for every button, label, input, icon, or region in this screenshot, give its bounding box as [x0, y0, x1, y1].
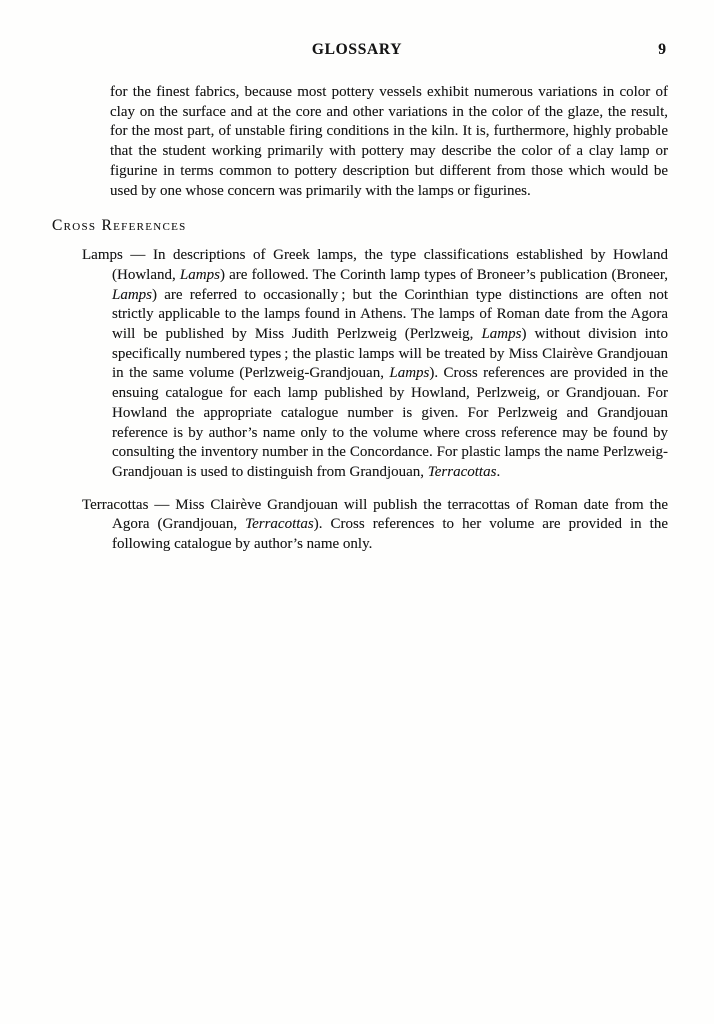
intro-paragraph: for the finest fabrics, because most pottery vessels exhibit numerous variations in color of clay on the surface and at the core and other variations in the color of the glaze, the result, for the most part, of unstable firing conditions in the kiln. It is, furthermore, highly probable that the student working primarily with pottery may describe the color of a clay lamp or figurine in terms common to pottery description but different from those which would be used by one whose concern was primarily with the lamps or figurines. — [110, 84, 668, 199]
entry-separator: — — [148, 496, 176, 513]
page-header — [0, 41, 714, 61]
entry-term: Lamps — [82, 247, 123, 264]
entry-term: Terracottas — [82, 496, 149, 513]
page-title: GLOSSARY — [311, 41, 403, 58]
entry-terracottas — [82, 496, 668, 555]
entry-body: Miss Clairève Grandjouan will publish the terracottas of Roman date from the Agora (Grandjouan, Terracottas). Cross references to her volume are provided in the following catalogue by author’s name only. — [112, 496, 668, 553]
page-body — [0, 83, 714, 555]
page-number: 9 — [658, 41, 666, 58]
section-heading-cross-references: Cross References — [52, 217, 187, 235]
entry-body: In descriptions of Greek lamps, the type classifications established by Howland (Howland, Lamps) are followed. The Corinth lamp types of Broneer’s publication (Broneer, Lamps) are referred to occasionally ; but the Corinthian type distinctions are often not strictly applicable to the lamps found in Athens. The lamps of Roman date from the Agora will be published by Miss Judith Perlzweig (Perlzweig, Lamps) without division into specifically numbered types ; the plastic lamps will be treated by Miss Clairève Grandjouan in the same volume (Perlzweig-Grandjouan, Lamps). Cross references are provided in the ensuing catalogue for each lamp published by Howland, Perlzweig, or Grandjouan. For Howland the appropriate catalogue number is given. For Perlzweig and Grandjouan reference is by author’s name only to the volume where cross reference may be found by consulting the inventory number in the Concordance. For plastic lamps the name Perlzweig-Grandjouan is used to distinguish from Grandjouan, Terracottas. — [112, 247, 669, 480]
entry-lamps — [82, 246, 668, 482]
entry-separator: — — [122, 247, 153, 264]
